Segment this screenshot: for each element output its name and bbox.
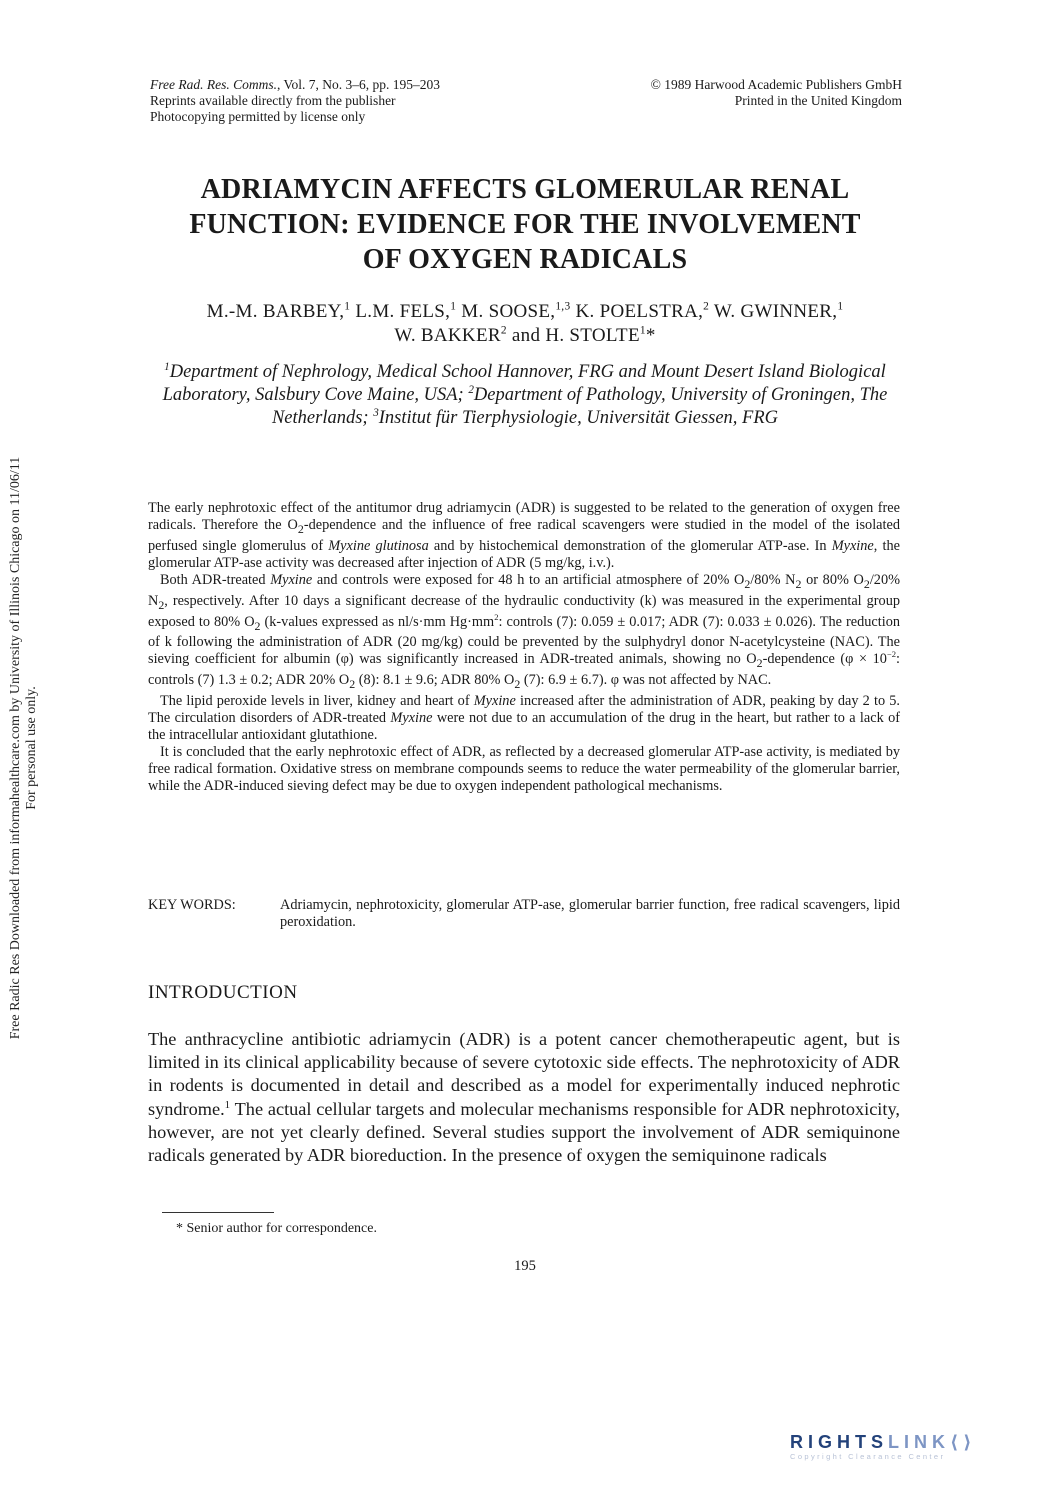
rightslink-rights: RIGHTS [790,1432,889,1452]
title-line-3: OF OXYGEN RADICALS [362,244,688,275]
author: M. SOOSE,$^{1,3}$ [461,300,571,322]
reprints-note: Reprints available directly from the publisher [150,93,396,108]
author: L.M. FELS,$^1$ [355,300,457,322]
keywords [148,897,900,931]
watermark-line-1: Free Radic Res Downloaded from informahealthcare.com by University of Illinois Chicago on 11/06/11 [8,456,23,1040]
section-heading-introduction: INTRODUCTION [148,982,298,1003]
author: W. GWINNER,$^1$ [713,300,844,322]
authors-and: and [511,325,541,346]
journal-header [150,77,440,125]
journal-citation [150,77,440,93]
abstract [148,500,900,795]
page-number: 195 [514,1258,536,1274]
author: M.-M. BARBEY,$^1$ [206,300,351,322]
author: K. POELSTRA,$^2$ [575,300,710,322]
abstract-paragraph-2: Both ADR-treated Myxine and controls were exposed for 48 h to an artificial atmosphere of 20% $O_2/80\%$ $N_2$ or 80% $O_2/20\%$ $N_2$, respectively. After 10 days a significant decrease of the hydraulic conductivity (k) was measured in the experimental group exposed to 80% $O_2$ (k-values expressed as nl/s·mm $Hg\cdot mm^2$: controls (7): 0.059 ± 0.017; ADR (7): 0.033 ± 0.026). The reduction of k following the administration of ADR (20 mg/kg) could be prevented by the sulphydryl donor N-acetylcysteine (NAC). The sieving coefficient for albumin (φ) was significantly increased in ADR-treated animals, showing no $O_2$-dependence ($\varphi \times 10^{-2}$: controls (7) 1.3 ± 0.2; ADR 20% $O_2$ (8): 8.1 ± 9.6; ADR 80% $O_2$ (7): 6.9 ± 6.7). φ was not affected by NAC. [148,571,901,692]
abstract-paragraph-3: The lipid peroxide levels in liver, kidney and heart of Myxine increased after the administration of ADR, peaking by day 2 to 5. The circulation disorders of ADR-treated Myxine were not due to an accumulation of the drug in the heart, but rather to a lack of the intracellular antioxidant glutathione. [148,693,900,744]
affiliation-2: Department of Pathology, University of Groningen, The Netherlands; [271,385,888,428]
title-line-2: FUNCTION: EVIDENCE FOR THE INVOLVEMENT [189,209,861,240]
abstract-paragraph-4: It is concluded that the early nephrotoxic effect of ADR, as reflected by a decreased glomerular ATP-ase activity, is mediated by free radical formation. Oxidative stress on membrane compounds seems to reduce the water permeability of the glomerular barrier, while the ADR-induced sieving defect may be due to oxygen independent pathological mechanisms. [148,744,900,795]
author: H. STOLTE$^1$* [545,324,656,346]
rightslink-arrow-icon: ⟨⟩ [950,1432,977,1452]
rightslink-logo[interactable] [790,1432,1030,1461]
reference-marker: 1 [224,1098,231,1111]
rightslink-link: LINK [888,1432,951,1452]
affiliation-1: Department of Nephrology, Medical School Hannover, FRG and Mount Desert Island Biological Laboratory, Salsbury Cove Maine, USA; [162,362,886,405]
author-list [120,300,930,348]
printed-line: Printed in the United Kingdom [734,93,902,108]
abstract-paragraph-1: The early nephrotoxic effect of the antitumor drug adriamycin (ADR) is suggested to be related to the generation of oxygen free radicals. Therefore the $O_2$-dependence and the influence of free radical scavengers were studied in the model of the isolated perfused single glomerulus of Myxine glutinosa and by histochemical demonstration of the glomerular ATP-ase. In Myxine, the glomerular ATP-ase activity was decreased after injection of ADR (5 mg/kg, i.v.). [148,500,900,571]
publisher-header [651,77,902,109]
copyright-line: © 1989 Harwood Academic Publishers GmbH [650,77,902,92]
watermark-line-2: For personal use only. [24,686,39,810]
keywords-label: KEY WORDS: [148,897,236,913]
photocopying-note: Photocopying permitted by license only [150,109,366,124]
author: W. BAKKER$^2$ [394,324,507,346]
keywords-text: Adriamycin, nephrotoxicity, glomerular ATP-ase, glomerular barrier function, free radical scavengers, lipid peroxidation. [280,897,900,930]
affiliations: $^1$Department of Nephrology, Medical School Hannover, FRG and Mount Desert Island Biological Laboratory, Salsbury Cove Maine, USA; $^2$Department of Pathology, University of Groningen, The Netherlands; $^3$Institut für Tierphysiologie, Universität Giessen, FRG [162,360,888,428]
journal-name: Free Rad. Res. Comms. [150,77,277,92]
introduction-body: The anthracycline antibiotic adriamycin (ADR) is a potent cancer chemotherapeutic agent, but is limited in its clinical applicability because of severe cytotoxic side effects. The nephrotoxicity of ADR in rodents is documented in detail and described as a model for experimentally induced nephrotic syndrome.$^1$ The actual cellular targets and molecular mechanisms responsible for ADR nephrotoxicity, however, are not yet clearly defined. Several studies support the involvement of ADR semiquinone radicals generated by ADR bioreduction. In the presence of oxygen the semiquinone radicals [148,1029,900,1166]
paper-title [120,172,930,277]
footnote-rule [162,1212,274,1213]
rightslink-tagline: Copyright Clearance Center [790,1452,946,1461]
volume-pages: , Vol. 7, No. 3–6, pp. 195–203 [276,77,440,92]
title-line-1: ADRIAMYCIN AFFECTS GLOMERULAR RENAL [200,174,850,205]
download-watermark [8,398,40,1098]
affiliation-3: Institut für Tierphysiologie, Universität Giessen, FRG [378,408,779,428]
footnote: * Senior author for correspondence. [176,1221,377,1236]
